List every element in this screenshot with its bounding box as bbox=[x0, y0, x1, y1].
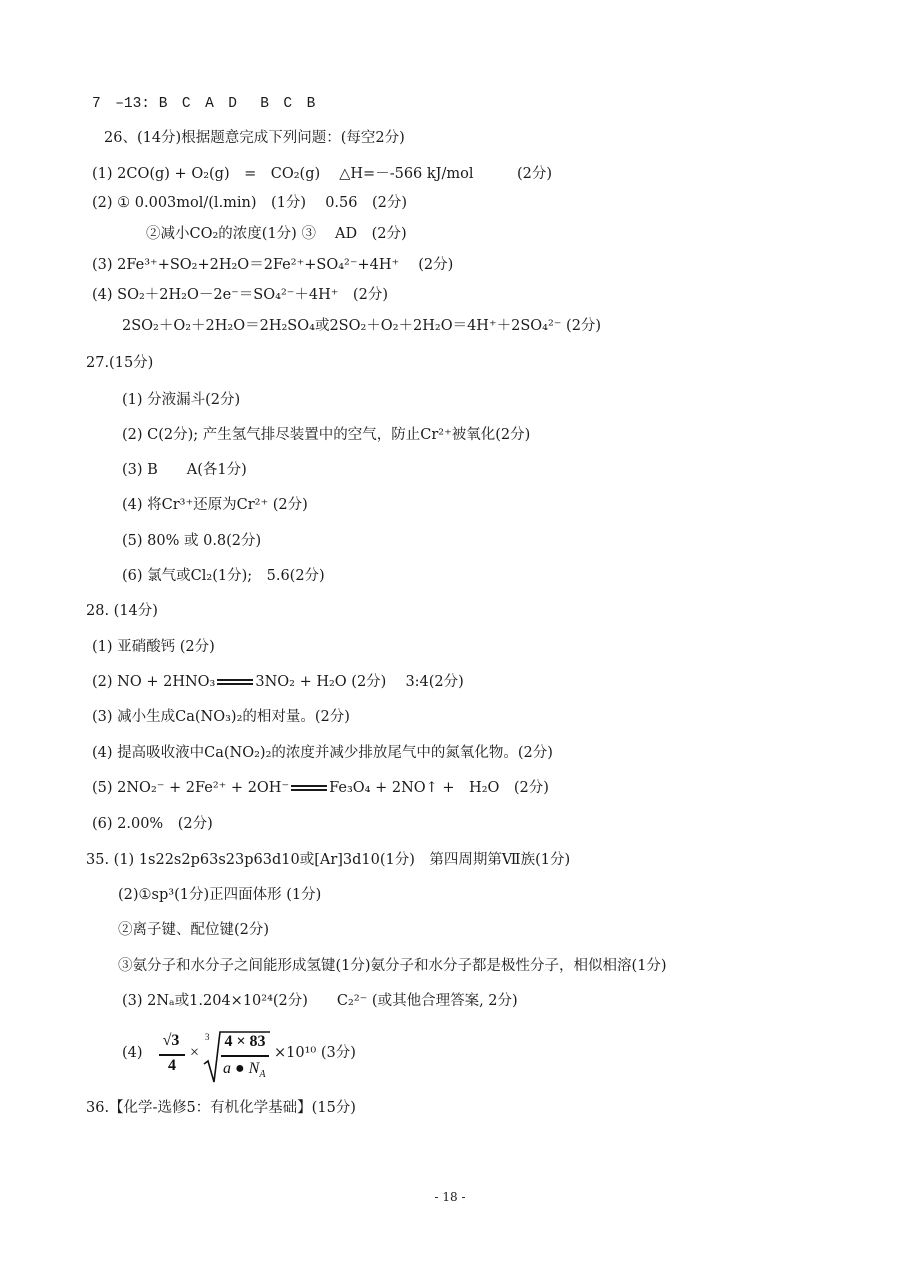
q35-3-answer: (3) 2Nₐ或1.204×10²⁴(2分) C₂²⁻ (或其他合理答案, 2分) bbox=[122, 993, 518, 1009]
q26-4-answer: (4) SO₂＋2H₂O－2e⁻＝SO₄²⁻＋4H⁺ (2分) bbox=[92, 287, 388, 303]
q28-5-answer bbox=[92, 778, 549, 798]
q26-2-answer: (2) ① 0.003mol/(l.min) (1分) 0.56 (2分) bbox=[92, 195, 408, 211]
equals-sign-icon bbox=[291, 782, 327, 794]
q28-2-answer bbox=[92, 672, 464, 692]
q27-6-answer: (6) 氯气或Cl₂(1分); 5.6(2分) bbox=[122, 568, 325, 584]
page-number: - 18 - bbox=[434, 1190, 466, 1204]
equals-sign-icon bbox=[217, 676, 253, 688]
q28-2-reactants: (2) NO + 2HNO₃ bbox=[92, 674, 216, 690]
radicand-fraction-bar bbox=[221, 1055, 269, 1057]
q28-2-products: 3NO₂ + H₂O (2分) 3:4(2分) bbox=[255, 674, 464, 690]
q26-heading: 26、(14分)根据题意完成下列问题：(每空2分) bbox=[104, 130, 405, 146]
q35-1-answer: 35. (1) 1s22s2p63s23p63d10或[Ar]3d10(1分) 第四周期第Ⅶ族(1分) bbox=[86, 852, 571, 868]
q35-2b-answer: ②离子键、配位键(2分) bbox=[118, 922, 270, 938]
q26-2b-answer: ②减小CO₂的浓度(1分) ③ AD (2分) bbox=[146, 226, 407, 242]
four-denominator: 4 bbox=[168, 1057, 176, 1074]
q26-3-answer: (3) 2Fe³⁺+SO₂+2H₂O＝2Fe²⁺+SO₄²⁻+4H⁺ (2分) bbox=[92, 257, 454, 273]
q28-1-answer: (1) 亚硝酸钙 (2分) bbox=[92, 639, 215, 655]
formula-tail: ×10¹⁰ (3分) bbox=[274, 1045, 356, 1061]
q27-1-answer: (1) 分液漏斗(2分) bbox=[122, 392, 241, 408]
q28-5-products: Fe₃O₄ + 2NO↑ + H₂O (2分) bbox=[329, 780, 549, 796]
q28-3-answer: (3) 减小生成Ca(NO₃)₂的相对量。(2分) bbox=[92, 709, 350, 725]
q27-heading: 27.(15分) bbox=[86, 355, 154, 371]
multiply-sign: × bbox=[190, 1044, 200, 1061]
q35-2c-answer: ③氨分子和水分子之间能形成氢键(1分)氨分子和水分子都是极性分子，相似相溶(1分) bbox=[118, 958, 667, 974]
cube-root-index: 3 bbox=[205, 1032, 210, 1042]
q27-3-answer: (3) B A(各1分) bbox=[122, 462, 247, 478]
q28-5-reactants: (5) 2NO₂⁻ + 2Fe²⁺ + 2OH⁻ bbox=[92, 780, 290, 796]
q35-4-label: (4) bbox=[122, 1045, 143, 1061]
radicand-numerator: 4 × 83 bbox=[224, 1033, 266, 1050]
sqrt3-numerator: √3 bbox=[162, 1032, 180, 1049]
q7-13-answers: 7 –13: B C A D B C B bbox=[92, 96, 316, 112]
q28-4-answer: (4) 提高吸收液中Ca(NO₂)₂的浓度并减少排放尾气中的氮氧化物。(2分) bbox=[92, 745, 553, 761]
q36-heading: 36.【化学-选修5：有机化学基础】(15分) bbox=[86, 1100, 356, 1116]
q28-6-answer: (6) 2.00% (2分) bbox=[92, 816, 213, 832]
fraction-bar bbox=[159, 1054, 185, 1056]
q28-heading: 28. (14分) bbox=[86, 603, 158, 619]
q26-1-answer: (1) 2CO(g) + O₂(g) = CO₂(g) △H=－-566 kJ/mol (2分) bbox=[92, 166, 553, 182]
q27-5-answer: (5) 80% 或 0.8(2分) bbox=[122, 533, 262, 549]
q27-2-answer: (2) C(2分); 产生氢气排尽装置中的空气，防止Cr²⁺被氧化(2分) bbox=[122, 427, 531, 443]
q27-4-answer: (4) 将Cr³⁺还原为Cr²⁺ (2分) bbox=[122, 497, 308, 513]
q35-2-answer: (2)①sp³(1分)正四面体形 (1分) bbox=[118, 887, 322, 903]
q26-4b-answer: 2SO₂＋O₂＋2H₂O＝2H₂SO₄或2SO₂＋O₂＋2H₂O＝4H⁺＋2SO₄²⁻ (2分) bbox=[122, 318, 602, 334]
radicand-denominator: a ● $N_A$ bbox=[223, 1060, 266, 1081]
